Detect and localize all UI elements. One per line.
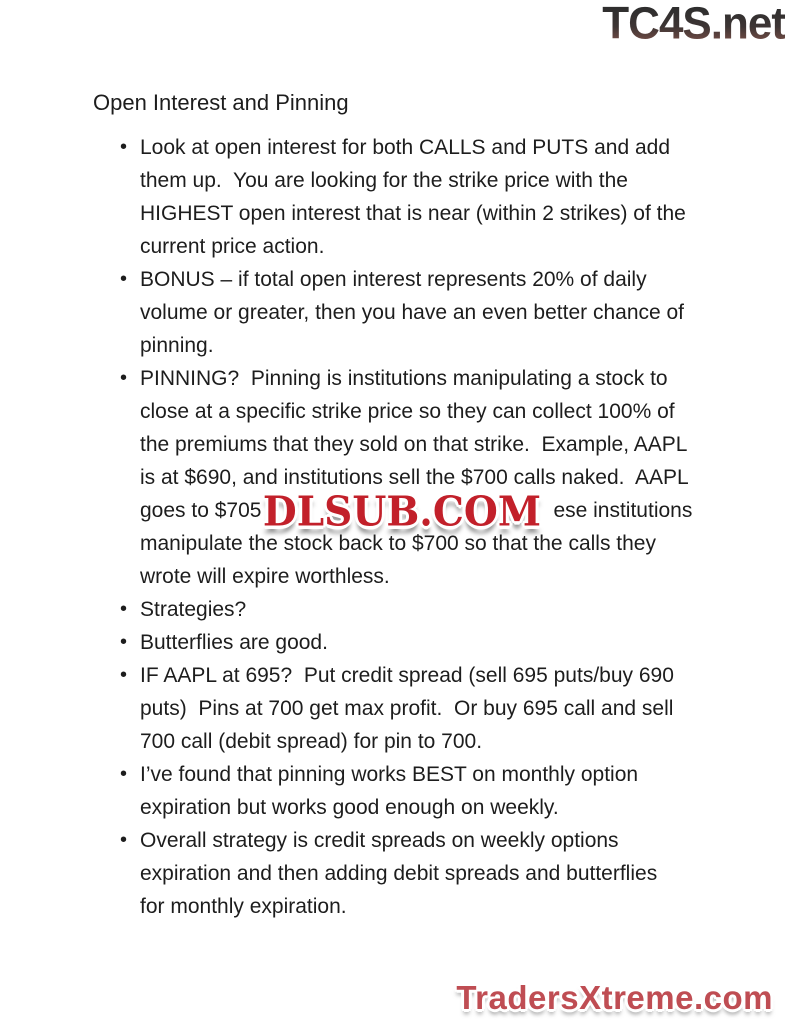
line-text: manipulate the stock back to $700 so that the calls they <box>140 532 656 555</box>
bullet-item <box>120 362 760 593</box>
text-line <box>140 296 760 329</box>
text-line <box>140 197 760 230</box>
line-text: 700 call (debit spread) for pin to 700. <box>140 730 483 753</box>
text-line <box>120 626 760 659</box>
text-line <box>120 263 760 296</box>
bullet-dot-icon: • <box>120 268 128 290</box>
line-text: them up. You are looking for the strike price with the <box>140 169 628 192</box>
text-line <box>120 593 760 626</box>
footer-site-logo: TradersXtreme.com <box>456 979 773 1016</box>
text-line <box>120 659 760 692</box>
text-line <box>140 329 760 362</box>
bullet-dot-icon: • <box>120 136 128 158</box>
header-site-logo: TC4S.net <box>602 0 785 49</box>
text-line <box>140 725 760 758</box>
line-text-before-watermark: goes to $705 <box>140 499 262 522</box>
line-text: HIGHEST open interest that is near (within 2 strikes) of the <box>140 202 686 225</box>
text-line <box>140 395 760 428</box>
line-text: is at $690, and institutions sell the $700 calls naked. AAPL <box>140 466 689 489</box>
line-text: for monthly expiration. <box>140 895 347 918</box>
page-title: Open Interest and Pinning <box>93 90 349 115</box>
line-text: Look at open interest for both CALLS and PUTS and add <box>140 136 671 159</box>
text-line <box>140 857 760 890</box>
line-text: PINNING? Pinning is institutions manipulating a stock to <box>140 367 668 390</box>
line-text: IF AAPL at 695? Put credit spread (sell 695 puts/buy 690 <box>140 664 674 687</box>
line-text: BONUS – if total open interest represents 20% of daily <box>140 268 647 291</box>
text-line <box>120 758 760 791</box>
bullet-dot-icon: • <box>120 664 128 686</box>
bullet-dot-icon: • <box>120 763 128 785</box>
line-text-after-watermark: ese institutions <box>553 499 693 522</box>
text-line <box>120 362 760 395</box>
bullet-item <box>120 131 760 263</box>
line-text: expiration but works good enough on weekly. <box>140 796 559 819</box>
line-text: Strategies? <box>140 598 247 621</box>
bullet-item <box>120 824 760 923</box>
text-line <box>140 428 760 461</box>
line-text: wrote will expire worthless. <box>140 565 390 588</box>
text-line <box>120 824 760 857</box>
watermark-overlay: DLSUB.COM <box>262 487 542 537</box>
line-text: puts) Pins at 700 get max profit. Or buy 695 call and sell <box>140 697 674 720</box>
line-text: the premiums that they sold on that strike. Example, AAPL <box>140 433 688 456</box>
text-line <box>140 560 760 593</box>
text-line <box>140 890 760 923</box>
text-line <box>140 791 760 824</box>
line-text: volume or greater, then you have an even better chance of <box>140 301 685 324</box>
text-line <box>120 131 760 164</box>
bullet-dot-icon: • <box>120 631 128 653</box>
line-text: current price action. <box>140 235 325 258</box>
line-text: pinning. <box>140 334 214 357</box>
line-text: close at a specific strike price so they can collect 100% of <box>140 400 675 423</box>
bullet-item <box>120 758 760 824</box>
line-text: I’ve found that pinning works BEST on monthly option <box>140 763 639 786</box>
bullet-dot-icon: • <box>120 829 128 851</box>
line-text: expiration and then adding debit spreads and butterflies <box>140 862 658 885</box>
line-text: Overall strategy is credit spreads on weekly options <box>140 829 619 852</box>
bullet-dot-icon: • <box>120 367 128 389</box>
line-text: Butterflies are good. <box>140 631 328 654</box>
bullet-dot-icon: • <box>120 598 128 620</box>
text-line <box>140 230 760 263</box>
text-line <box>140 692 760 725</box>
bullet-item <box>120 263 760 362</box>
bullet-item <box>120 626 760 659</box>
bullet-item <box>120 593 760 626</box>
bullet-item <box>120 659 760 758</box>
text-line <box>140 164 760 197</box>
